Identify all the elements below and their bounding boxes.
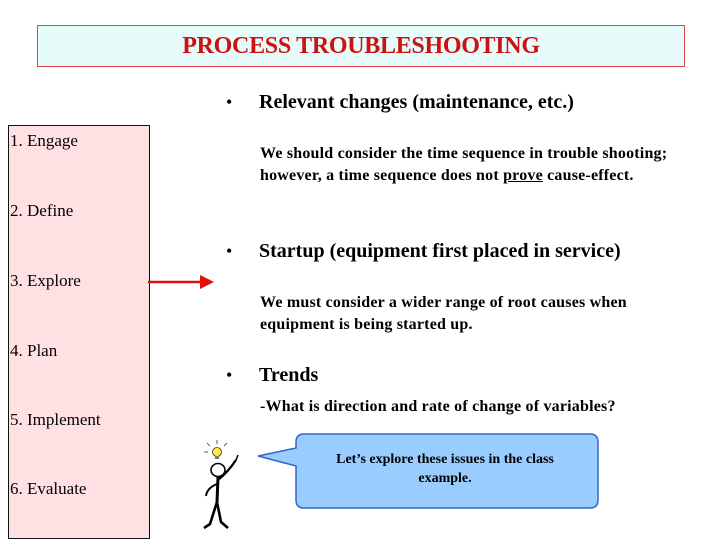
para-time-sequence — [260, 143, 700, 187]
step-explore: 3. Explore — [10, 271, 81, 290]
step-plan: 4. Plan — [10, 341, 58, 360]
heading-startup: Startup (equipment first placed in service) — [259, 240, 621, 262]
callout-text: Let’s explore these issues in the class example. — [336, 452, 554, 486]
bullet-3: • — [226, 365, 233, 385]
para-root-causes: We must consider a wider range of root causes when equipment is being started up. — [260, 294, 627, 333]
red-arrow-icon — [148, 272, 216, 292]
step-define: 2. Define — [10, 201, 74, 220]
stick-figure-idea-icon — [196, 436, 256, 536]
heading-trends: Trends — [259, 364, 319, 386]
bullet-1: • — [226, 92, 233, 112]
para-time-sequence-pre: We should consider the time sequence in trouble shooting; however, a time sequence does not — [260, 145, 668, 184]
step-implement: 5. Implement — [10, 410, 101, 429]
bullet-2: • — [226, 241, 233, 261]
step-evaluate: 6. Evaluate — [10, 479, 87, 498]
title-box — [37, 25, 685, 67]
step-engage: 1. Engage — [10, 131, 78, 150]
page-title: PROCESS TROUBLESHOOTING — [182, 32, 540, 59]
heading-relevant-changes: Relevant changes (maintenance, etc.) — [259, 91, 574, 113]
para-time-sequence-post: cause-effect. — [542, 167, 634, 184]
underlined-prove: prove — [503, 167, 543, 184]
para-trends: -What is direction and rate of change of variables? — [260, 398, 616, 415]
steps-panel — [8, 125, 150, 539]
